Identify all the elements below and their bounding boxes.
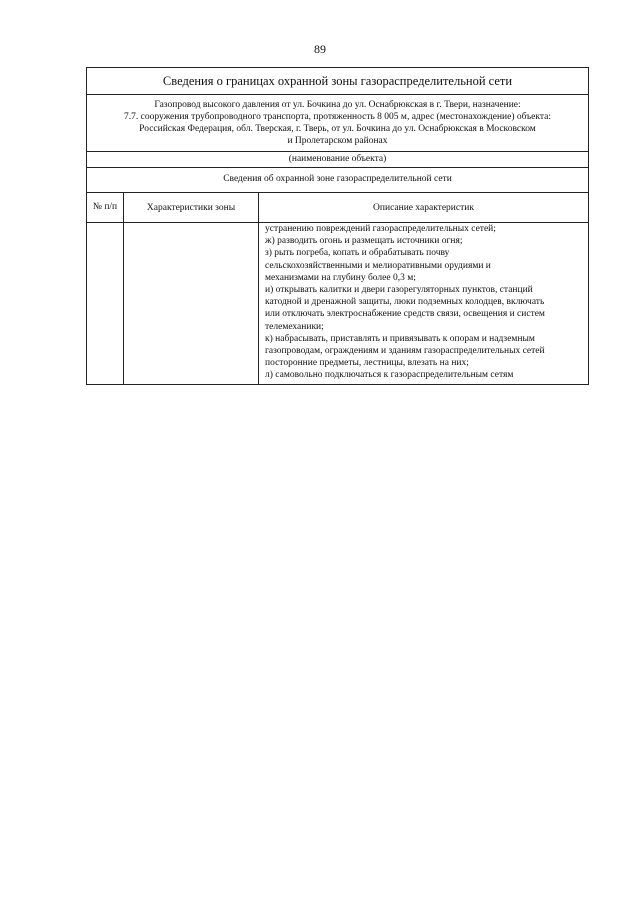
header-row	[87, 193, 589, 223]
page-number: 89	[314, 42, 326, 56]
description-line: з) рыть погреба, копать и обрабатывать почву	[265, 248, 450, 259]
description-line: посторонние предметы, лестницы, влезать на них;	[265, 358, 469, 369]
description-line: ж) разводить огонь и размещать источники огня;	[265, 236, 463, 247]
header-number: № п/п	[87, 193, 124, 223]
description-line: телемеханики;	[265, 321, 324, 332]
object-line: 7.7. сооружения трубопроводного транспорта, протяженность 8 005 м, адрес (местонахождение) объекта:	[124, 112, 551, 122]
row-number-cell	[87, 223, 124, 385]
title-row	[87, 68, 589, 95]
section-title: Сведения об охранной зоне газораспределительной сети	[87, 168, 589, 193]
object-line: Газопровод высокого давления от ул. Бочкина до ул. Оснабрюкская в г. Твери, назначение:	[154, 100, 521, 110]
description-line: катодной и дренажной защиты, люки подземных колодцев, включать	[265, 297, 545, 308]
description-line: или отключать электроснабжение средств связи, освещения и систем	[265, 309, 545, 320]
row-characteristics-cell	[124, 223, 259, 385]
description-line: и) открывать калитки и двери газорегуляторных пунктов, станций	[265, 285, 533, 296]
header-characteristics: Характеристики зоны	[124, 193, 259, 223]
object-line: и Пролетарском районах	[287, 136, 388, 146]
description-line: устранению повреждений газораспределительных сетей;	[265, 224, 496, 234]
zone-info-table	[86, 67, 589, 385]
object-caption: (наименование объекта)	[87, 152, 589, 168]
row-description-cell	[259, 223, 589, 385]
caption-row	[87, 152, 589, 168]
description-line: газопроводам, ограждениям и зданиям газораспределительных сетей	[265, 346, 545, 357]
table-row	[87, 223, 589, 385]
header-description: Описание характеристик	[259, 193, 589, 223]
description-line: л) самовольно подключаться к газораспределительным сетям	[265, 370, 514, 381]
object-line: Российская Федерация, обл. Тверская, г. Тверь, от ул. Бочкина до ул. Оснабрюкская в Московском	[139, 124, 536, 134]
object-description	[87, 95, 589, 152]
document-title: Сведения о границах охранной зоны газораспределительной сети	[87, 68, 589, 95]
description-line: сельскохозяйственными и мелиоративными орудиями и	[265, 260, 491, 271]
section-row	[87, 168, 589, 193]
description-line: механизмами на глубину более 0,3 м;	[265, 272, 416, 283]
object-row	[87, 95, 589, 152]
description-line: к) набрасывать, приставлять и привязывать к опорам и надземным	[265, 333, 535, 344]
